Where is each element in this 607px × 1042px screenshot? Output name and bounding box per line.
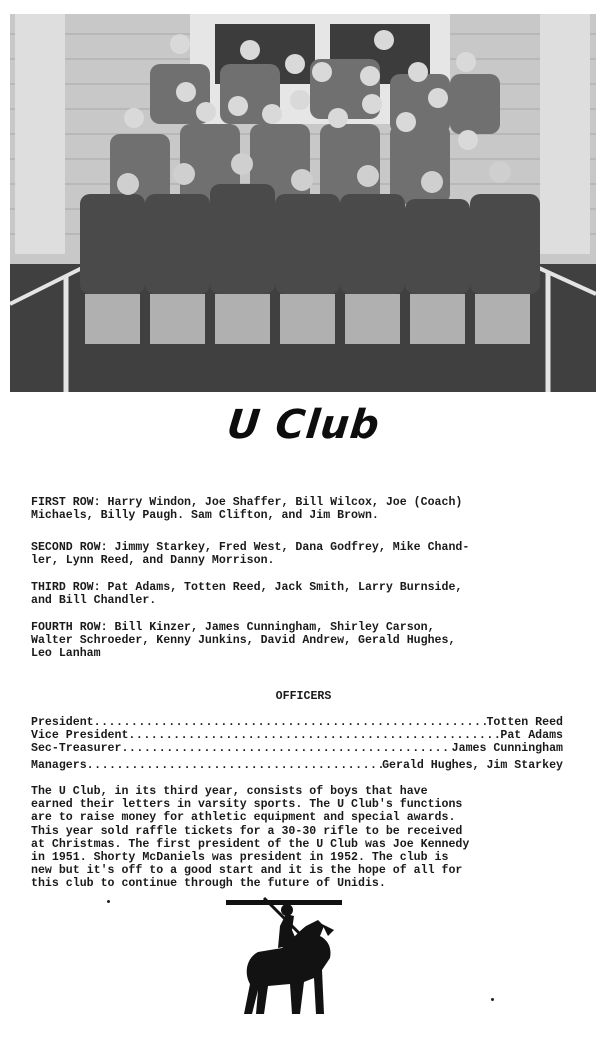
first-row-names: FIRST ROW: Harry Windon, Joe Shaffer, Bill Wilcox, Joe (Coach) Michaels, Billy Paugh. Sam Clifton, and Jim Brown. [31, 496, 463, 523]
officer-name: Totten Reed [486, 716, 563, 729]
paper-speck [491, 998, 494, 1001]
leader-dots [121, 742, 451, 756]
leader-dots [87, 759, 382, 773]
leader-dots [128, 729, 500, 743]
officer-role: Managers [31, 759, 87, 772]
officer-role: Vice President [31, 729, 129, 742]
group-photo [10, 14, 596, 392]
fourth-row-names: FOURTH ROW: Bill Kinzer, James Cunningham, Shirley Carson, Walter Schroeder, Kenny Junkins, David Andrew, Gerald Hughes, Leo Lanham [31, 621, 456, 661]
officer-row-sec-treasurer [31, 742, 563, 756]
leader-dots [94, 716, 487, 730]
officer-row-vice-president [31, 729, 563, 743]
officer-row-president [31, 716, 563, 730]
officer-name: James Cunningham [451, 742, 563, 755]
group-photo-drawing [10, 14, 596, 392]
club-description: The U Club, in its third year, consists of boys that have earned their letters in varsity sports. The U Club's functions are to raise money for athletic equipment and special awards. This year sold raffle tickets for a 30-30 rifle to be received at Christmas. The first president of the U Club was Joe Kennedy in 1951. Shorty McDaniels was president in 1952. The club is new but it's off to a good start and it is the hope of all for this club to continue through the future of Unidis. [31, 785, 470, 891]
second-row-names: SECOND ROW: Jimmy Starkey, Fred West, Dana Godfrey, Mike Chand- ler, Lynn Reed, and Danny Morrison. [31, 541, 470, 568]
officer-row-managers [31, 759, 563, 773]
officer-name: Gerald Hughes, Jim Starkey [382, 759, 563, 772]
page-title: U Club [224, 402, 383, 448]
officer-role: Sec-Treasurer [31, 742, 122, 755]
officer-role: President [31, 716, 94, 729]
officers-heading: OFFICERS [275, 690, 332, 703]
paper-speck [107, 900, 110, 903]
logo-drawing [224, 896, 344, 1014]
officer-name: Pat Adams [500, 729, 563, 742]
warrior-on-horse-icon [224, 896, 344, 1014]
third-row-names: THIRD ROW: Pat Adams, Totten Reed, Jack Smith, Larry Burnside, and Bill Chandler. [31, 581, 463, 608]
